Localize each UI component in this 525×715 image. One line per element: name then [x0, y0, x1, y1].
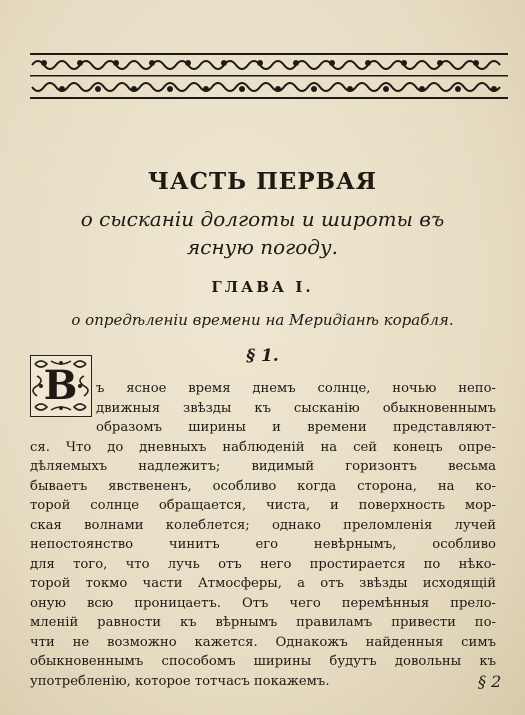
- body-paragraph: [30, 379, 496, 691]
- body-line: образомъ ширины и времени представляют-: [96, 420, 496, 435]
- catchword: § 2: [478, 672, 502, 691]
- body-line: ся. Что до дневныхъ наблюденій на сей конецъ опре-: [30, 439, 496, 455]
- part-subtitle-line2: ясную погоду.: [187, 235, 338, 259]
- ornament-band: [30, 50, 508, 102]
- body-line: бываетъ явствененъ, особливо когда сторона, на ко-: [30, 478, 496, 494]
- body-line: для того, что лучь отъ него простирается по нѣко-: [30, 556, 496, 572]
- body-line: ская волнами колеблется; однако преломленія лучей: [30, 517, 496, 533]
- body-line: употребленію, которое тотчасъ покажемъ.: [30, 673, 330, 689]
- body-line: дѣляемыхъ надлежитъ; видимый горизонтъ весьма: [30, 459, 496, 474]
- ornament-band-icon: [30, 50, 508, 102]
- body-line: торой токмо части Атмосферы, а отъ звѣзды исходящій: [30, 576, 496, 591]
- chapter-subtitle: о опредѣленіи времени на Меридіанѣ корабля.: [71, 311, 454, 329]
- body-line: непостоянство чинитъ его невѣрнымъ, особливо: [30, 537, 496, 552]
- chapter-title: ГЛАВА I.: [211, 278, 314, 296]
- body-line: торой солнце обращается, чиста, и поверхность мор-: [30, 498, 496, 513]
- body-line: ъ ясное время днемъ солнце, ночью непо-: [96, 381, 496, 396]
- dropcap-letter: В: [43, 361, 78, 409]
- part-title: ЧАСТЬ ПЕРВАЯ: [147, 168, 378, 195]
- section-mark: § 1.: [246, 346, 279, 366]
- body-line: оную всю проницаетъ. Отъ чего перемѣнныя прело-: [30, 595, 496, 611]
- body-line: чти не возможно кажется. Однакожъ найденныя симъ: [30, 634, 496, 650]
- body-line: движныя звѣзды къ сысканію обыкновеннымъ: [96, 400, 496, 416]
- part-subtitle-line1: о сысканіи долготы и широты въ: [80, 207, 445, 231]
- body-line: мленій равности къ вѣрнымъ правиламъ привести по-: [30, 615, 496, 630]
- body-line: обыкновеннымъ способомъ ширины будутъ довольны къ: [30, 654, 496, 669]
